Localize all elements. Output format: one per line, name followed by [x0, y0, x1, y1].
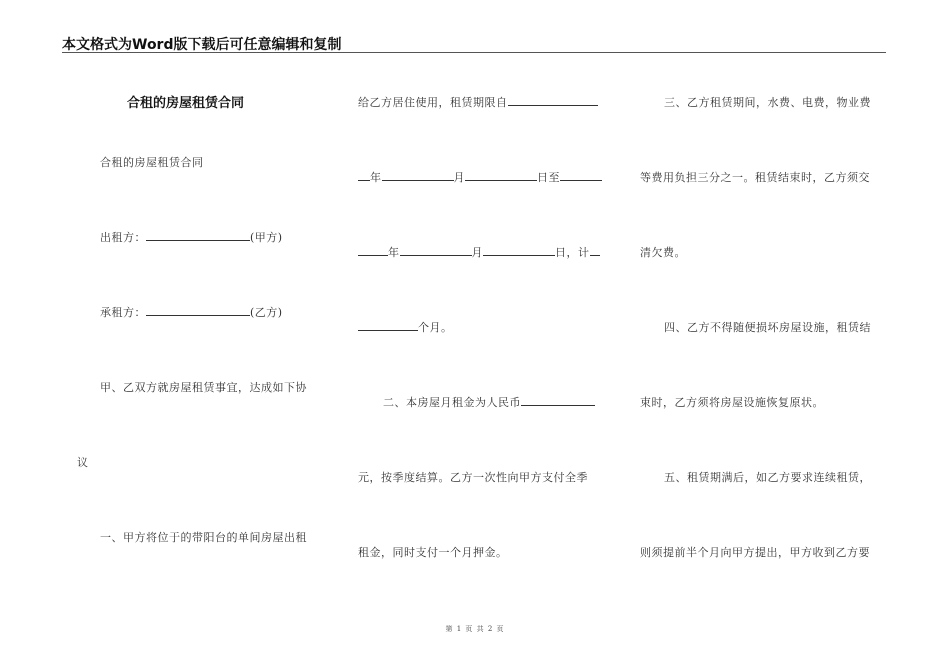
lessor-blank	[146, 230, 250, 241]
day-total-label: 日，计	[555, 246, 590, 259]
lessor-line	[100, 229, 283, 245]
months-label: 个月。	[418, 321, 453, 334]
col2-line-2	[358, 169, 602, 185]
rent-amount-blank	[521, 395, 595, 406]
year-label: 年	[370, 171, 382, 184]
end-day-blank	[483, 245, 555, 256]
start-day-blank	[465, 170, 537, 181]
col2-line-3	[358, 244, 600, 260]
col2-line-4	[358, 319, 453, 335]
page-header	[62, 28, 886, 53]
col3-line-2: 等费用负担三分之一。租赁结束时，乙方须交	[640, 171, 870, 184]
month-label-2: 月	[471, 246, 483, 259]
total-months-blank-b	[358, 320, 418, 331]
lessee-label: 承租方：	[100, 306, 146, 319]
month-label: 月	[453, 171, 465, 184]
col3-line-1: 三、乙方租赁期间，水费、电费，物业费	[664, 96, 871, 109]
lessee-blank	[146, 305, 250, 316]
start-year-blank	[358, 170, 370, 181]
paragraph-1-line-1: 甲、乙双方就房屋租赁事宜，达成如下协	[100, 381, 307, 394]
col2-line-5	[383, 394, 595, 410]
start-month-blank	[382, 170, 454, 181]
page-footer: 第 1 页 共 2 页	[445, 625, 505, 633]
lessor-suffix: (甲方)	[250, 231, 283, 244]
col3-line-7: 则须提前半个月向甲方提出，甲方收到乙方要	[640, 546, 870, 559]
col3-line-5: 束时，乙方须将房屋设施恢复原状。	[640, 396, 824, 409]
paragraph-1-line-2: 议	[77, 456, 89, 469]
clause-1-line-1: 一、甲方将位于的带阳台的单间房屋出租	[100, 531, 307, 544]
year-label-2: 年	[388, 246, 400, 259]
lessee-line	[100, 304, 283, 320]
lease-start-blank	[508, 95, 598, 106]
col2-line-7: 租金，同时支付一个月押金。	[358, 546, 508, 559]
end-year-blank-b	[358, 245, 388, 256]
col3-line-3: 清欠费。	[640, 246, 686, 259]
col3-line-4: 四、乙方不得随便损坏房屋设施，租赁结	[664, 321, 871, 334]
subtitle: 合租的房屋租赁合同	[100, 156, 204, 169]
end-year-blank-a	[560, 170, 602, 181]
col3-line-6: 五、租赁期满后，如乙方要求连续租赁，	[664, 471, 871, 484]
document-title: 合租的房屋租赁合同	[127, 96, 245, 111]
col2-line-6: 元，按季度结算。乙方一次性向甲方支付全季	[358, 471, 588, 484]
total-months-blank-a	[590, 245, 600, 256]
rent-clause-text: 二、本房屋月租金为人民币	[383, 396, 521, 409]
lessee-suffix: (乙方)	[250, 306, 283, 319]
lease-period-text: 给乙方居住使用，租赁期限自	[358, 96, 508, 109]
col2-line-1	[358, 94, 598, 110]
header-title: 本文格式为Word版下载后可任意编辑和复制	[62, 37, 342, 53]
end-month-blank	[400, 245, 472, 256]
lessor-label: 出租方：	[100, 231, 146, 244]
day-to-label: 日至	[537, 171, 560, 184]
